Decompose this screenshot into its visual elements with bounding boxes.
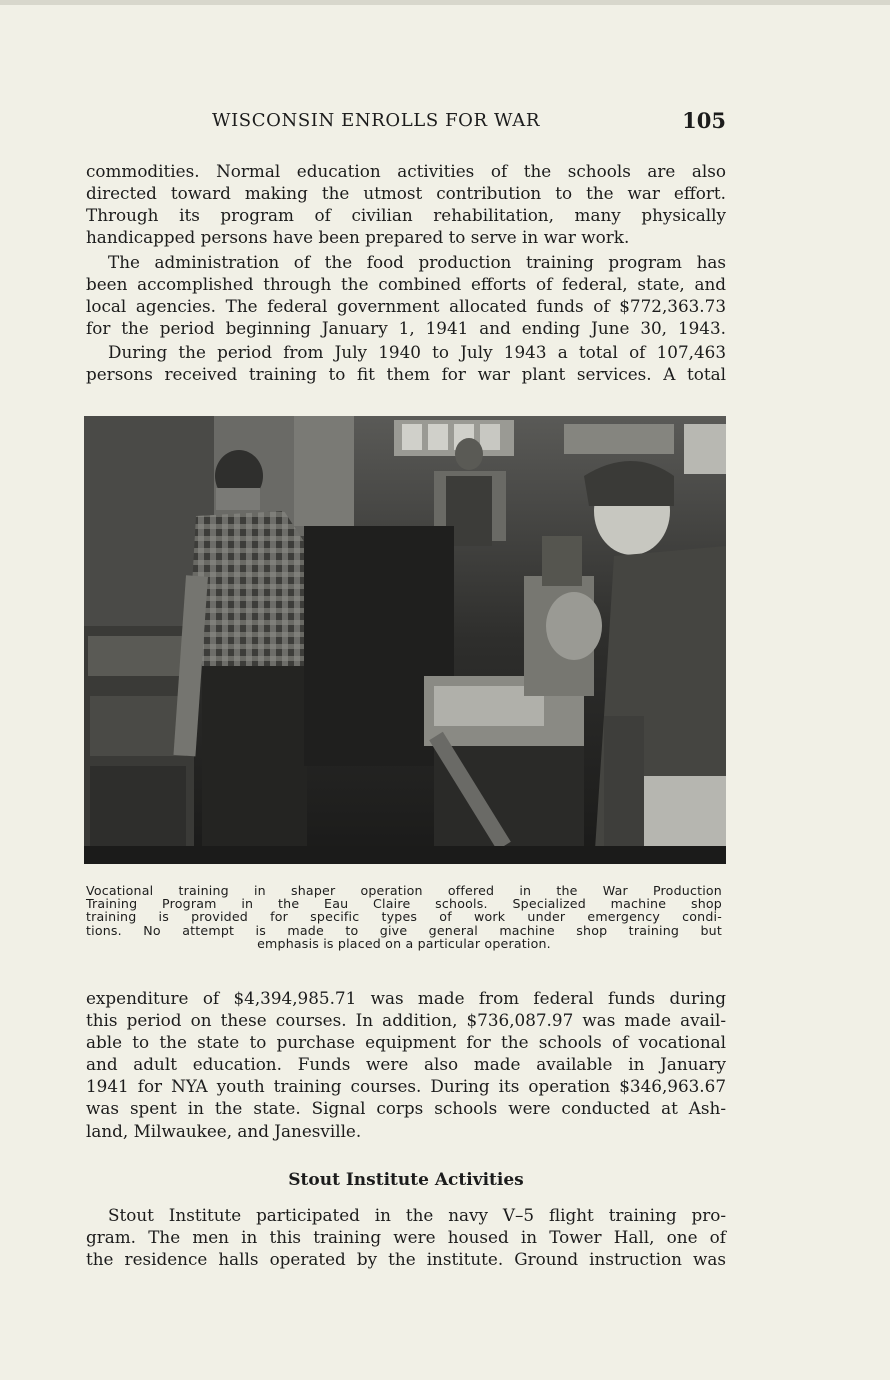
text-line: this period on these courses. In addition, $736,087.97 was made avail- — [86, 1010, 726, 1031]
text-line: directed toward making the utmost contribution to the war effort. — [86, 183, 726, 204]
caption-line: tions. No attempt is made to give general machine shop training but — [86, 922, 722, 938]
text-line: been accomplished through the combined efforts of federal, state, and — [86, 274, 726, 295]
running-header-title: WISCONSIN ENROLLS FOR WAR — [212, 110, 540, 131]
text-line: handicapped persons have been prepared to serve in war work. — [86, 227, 630, 248]
text-line: commodities. Normal education activities of the schools are also — [86, 161, 726, 181]
text-line: The administration of the food production training program has — [108, 252, 726, 272]
text-line: for the period beginning January 1, 1941 and ending June 30, 1943. — [86, 318, 726, 339]
text-line: the residence halls operated by the institute. Ground instruction was — [86, 1249, 726, 1270]
text-line: was spent in the state. Signal corps schools were conducted at Ash- — [86, 1098, 726, 1119]
paragraph-commodities — [86, 160, 726, 248]
paragraph-training-total — [86, 341, 726, 385]
caption-line: training is provided for specific types of work under emergency condi- — [86, 909, 722, 925]
text-line: 1941 for NYA youth training courses. During its operation $346,963.67 — [86, 1076, 726, 1097]
text-line: During the period from July 1940 to July 1943 a total of 107,463 — [108, 342, 726, 362]
text-line: land, Milwaukee, and Janesville. — [86, 1120, 362, 1141]
page-top-edge — [0, 0, 890, 5]
page-number: 105 — [682, 108, 726, 133]
running-header — [86, 110, 726, 136]
machine-shop-photograph — [84, 416, 726, 864]
paragraph-food-production — [86, 251, 726, 339]
text-line: and adult education. Funds were also made available in January — [86, 1054, 726, 1075]
paragraph-expenditure — [86, 987, 726, 1142]
text-line: persons received training to fit them for war plant services. A total — [86, 364, 726, 385]
caption-line: Training Program in the Eau Claire schools. Specialized machine shop — [86, 896, 722, 912]
paragraph-stout-institute — [86, 1204, 726, 1270]
text-line: local agencies. The federal government allocated funds of $772,363.73 — [86, 296, 726, 317]
text-line: expenditure of $4,394,985.71 was made from federal funds during — [86, 988, 726, 1008]
text-line: Stout Institute participated in the navy V–5 flight training pro- — [108, 1205, 726, 1225]
caption-line: Vocational training in shaper operation offered in the War Production — [86, 883, 722, 898]
photo-caption — [86, 884, 722, 950]
text-line: gram. The men in this training were housed in Tower Hall, one of — [86, 1227, 726, 1248]
text-line: able to the state to purchase equipment for the schools of vocational — [86, 1032, 726, 1053]
caption-line: emphasis is placed on a particular operation. — [257, 935, 551, 951]
section-heading: Stout Institute Activities — [288, 1170, 524, 1190]
text-line: Through its program of civilian rehabilitation, many physically — [86, 205, 726, 226]
